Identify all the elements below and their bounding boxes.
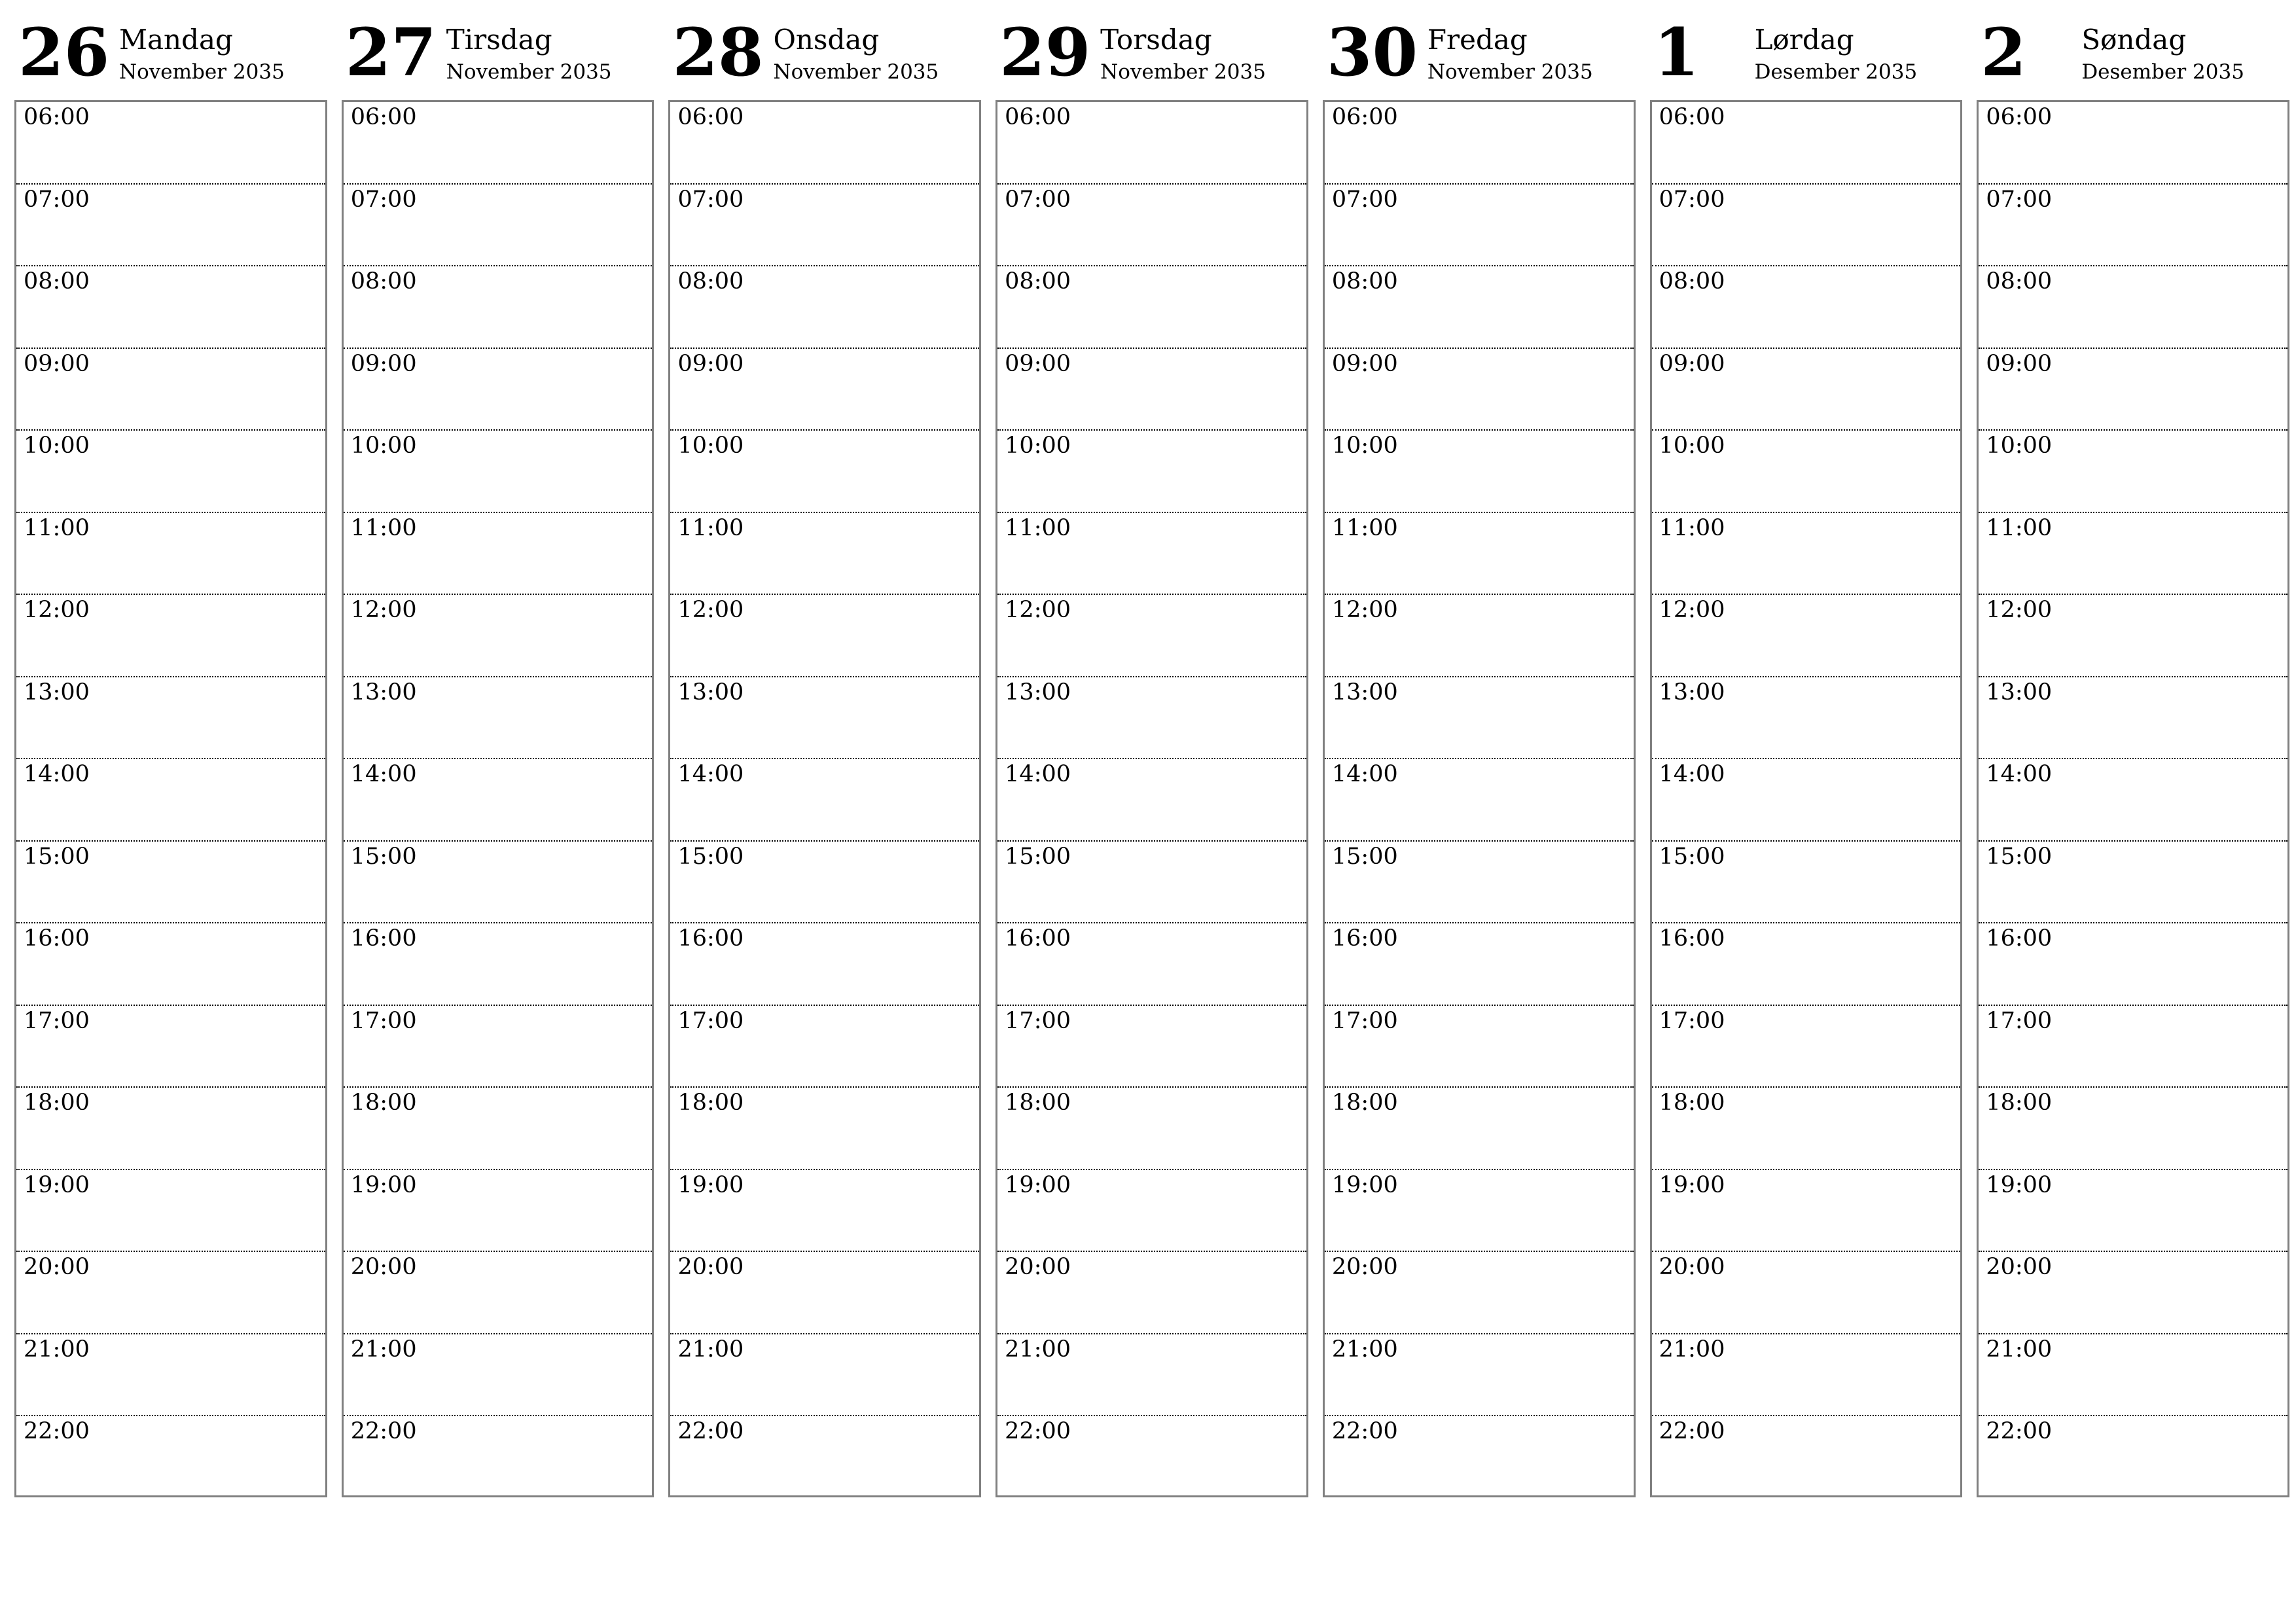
time-label: 12:00	[677, 597, 744, 623]
time-slot[interactable]	[997, 266, 1306, 349]
weekday-name: Onsdag	[773, 24, 880, 56]
time-slot[interactable]	[670, 1088, 979, 1170]
time-slot[interactable]	[16, 1170, 325, 1253]
time-slot[interactable]	[1652, 185, 1961, 267]
time-label: 09:00	[1005, 350, 1071, 377]
time-label: 18:00	[677, 1090, 744, 1116]
time-label: 16:00	[350, 925, 417, 952]
day-schedule	[996, 100, 1308, 1497]
time-slot[interactable]	[344, 677, 653, 760]
time-slot[interactable]	[1325, 595, 1634, 677]
time-slot[interactable]	[16, 513, 325, 596]
time-label: 17:00	[677, 1007, 744, 1034]
time-label: 19:00	[1331, 1171, 1398, 1198]
time-slot[interactable]	[344, 1006, 653, 1088]
time-label: 07:00	[1986, 186, 2053, 213]
time-label: 15:00	[350, 843, 417, 870]
time-slot[interactable]	[1652, 759, 1961, 842]
time-label: 13:00	[1986, 679, 2053, 705]
time-slot[interactable]	[997, 185, 1306, 267]
time-label: 18:00	[1659, 1090, 1725, 1116]
time-slot[interactable]	[1652, 266, 1961, 349]
day-number: 1	[1653, 14, 1700, 91]
time-slot[interactable]	[16, 595, 325, 677]
time-label: 09:00	[1986, 350, 2053, 377]
time-slot[interactable]	[1325, 842, 1634, 924]
time-label: 21:00	[1331, 1336, 1398, 1363]
time-slot[interactable]	[344, 595, 653, 677]
time-label: 22:00	[1005, 1418, 1071, 1444]
time-slot[interactable]	[1652, 1416, 1961, 1495]
time-label: 14:00	[1986, 761, 2053, 787]
weekday-name: Mandag	[119, 24, 233, 56]
day-number: 27	[345, 14, 437, 91]
time-slot[interactable]	[1652, 677, 1961, 760]
time-slot[interactable]	[1325, 513, 1634, 596]
time-slot[interactable]	[1325, 102, 1634, 185]
time-slot[interactable]	[344, 266, 653, 349]
time-label: 10:00	[350, 433, 417, 459]
time-slot[interactable]	[997, 431, 1306, 513]
time-slot[interactable]	[16, 1006, 325, 1088]
time-label: 18:00	[24, 1090, 90, 1116]
day-number: 30	[1326, 14, 1418, 91]
time-slot[interactable]	[670, 759, 979, 842]
time-slot[interactable]	[1325, 266, 1634, 349]
time-slot[interactable]	[997, 102, 1306, 185]
time-slot[interactable]	[1979, 1088, 2287, 1170]
time-label: 22:00	[677, 1418, 744, 1444]
time-slot[interactable]	[1652, 1252, 1961, 1334]
day-column	[668, 13, 981, 1499]
time-slot[interactable]	[16, 266, 325, 349]
time-slot[interactable]	[16, 102, 325, 185]
time-label: 21:00	[24, 1336, 90, 1363]
weekly-planner	[14, 13, 2289, 1499]
time-label: 17:00	[1986, 1007, 2053, 1034]
time-slot[interactable]	[1325, 1170, 1634, 1253]
time-label: 07:00	[1659, 186, 1725, 213]
time-slot[interactable]	[997, 759, 1306, 842]
time-slot[interactable]	[1979, 1170, 2287, 1253]
time-slot[interactable]	[1979, 185, 2287, 267]
time-slot[interactable]	[1979, 102, 2287, 185]
time-slot[interactable]	[997, 842, 1306, 924]
time-slot[interactable]	[1979, 431, 2287, 513]
time-label: 11:00	[350, 514, 417, 541]
time-label: 06:00	[1659, 104, 1725, 130]
time-label: 21:00	[1986, 1336, 2053, 1363]
time-label: 22:00	[1659, 1418, 1725, 1444]
time-label: 10:00	[1005, 433, 1071, 459]
time-label: 08:00	[1005, 268, 1071, 294]
time-label: 16:00	[1331, 925, 1398, 952]
time-label: 19:00	[350, 1171, 417, 1198]
time-slot[interactable]	[670, 349, 979, 431]
time-label: 13:00	[1331, 679, 1398, 705]
time-slot[interactable]	[670, 185, 979, 267]
time-label: 22:00	[350, 1418, 417, 1444]
time-label: 06:00	[1331, 104, 1398, 130]
time-slot[interactable]	[1652, 1170, 1961, 1253]
time-label: 11:00	[677, 514, 744, 541]
time-slot[interactable]	[997, 349, 1306, 431]
time-slot[interactable]	[1325, 1088, 1634, 1170]
time-slot[interactable]	[1652, 431, 1961, 513]
time-label: 12:00	[350, 597, 417, 623]
time-label: 16:00	[24, 925, 90, 952]
day-schedule	[1650, 100, 1963, 1497]
time-label: 17:00	[1659, 1007, 1725, 1034]
day-header	[1323, 13, 1636, 100]
time-label: 15:00	[1331, 843, 1398, 870]
time-slot[interactable]	[670, 842, 979, 924]
time-slot[interactable]	[1325, 677, 1634, 760]
time-label: 06:00	[24, 104, 90, 130]
time-label: 07:00	[1005, 186, 1071, 213]
day-column	[1977, 13, 2289, 1499]
time-slot[interactable]	[344, 1088, 653, 1170]
month-year: Desember 2035	[1754, 60, 1918, 84]
day-number: 29	[999, 14, 1091, 91]
time-slot[interactable]	[1979, 1334, 2287, 1417]
month-year: November 2035	[446, 60, 612, 84]
time-label: 20:00	[1005, 1254, 1071, 1280]
time-label: 15:00	[24, 843, 90, 870]
time-label: 07:00	[677, 186, 744, 213]
time-slot[interactable]	[997, 513, 1306, 596]
time-slot[interactable]	[670, 1252, 979, 1334]
time-label: 09:00	[1659, 350, 1725, 377]
day-header	[342, 13, 655, 100]
time-label: 11:00	[1331, 514, 1398, 541]
time-label: 06:00	[1005, 104, 1071, 130]
time-slot[interactable]	[344, 759, 653, 842]
time-label: 12:00	[1005, 597, 1071, 623]
time-label: 14:00	[1659, 761, 1725, 787]
time-slot[interactable]	[16, 1416, 325, 1495]
time-label: 19:00	[1005, 1171, 1071, 1198]
day-header	[996, 13, 1308, 100]
time-slot[interactable]	[1325, 185, 1634, 267]
time-slot[interactable]	[670, 1006, 979, 1088]
time-label: 20:00	[677, 1254, 744, 1280]
day-number: 28	[672, 14, 764, 91]
weekday-name: Lørdag	[1754, 24, 1854, 56]
time-label: 20:00	[24, 1254, 90, 1280]
weekday-name: Søndag	[2081, 24, 2187, 56]
month-year: November 2035	[119, 60, 285, 84]
time-label: 08:00	[1331, 268, 1398, 294]
time-slot[interactable]	[670, 595, 979, 677]
time-slot[interactable]	[1325, 1252, 1634, 1334]
time-label: 15:00	[1659, 843, 1725, 870]
day-header	[668, 13, 981, 100]
day-number: 2	[1981, 14, 2026, 91]
time-label: 12:00	[1659, 597, 1725, 623]
time-label: 14:00	[1005, 761, 1071, 787]
time-label: 06:00	[1986, 104, 2053, 130]
day-schedule	[1323, 100, 1636, 1497]
day-schedule	[668, 100, 981, 1497]
time-label: 18:00	[1331, 1090, 1398, 1116]
time-slot[interactable]	[1979, 1006, 2287, 1088]
time-slot[interactable]	[16, 923, 325, 1006]
time-label: 14:00	[1331, 761, 1398, 787]
time-slot[interactable]	[16, 677, 325, 760]
time-label: 21:00	[677, 1336, 744, 1363]
time-slot[interactable]	[1325, 1006, 1634, 1088]
time-label: 19:00	[24, 1171, 90, 1198]
time-slot[interactable]	[16, 431, 325, 513]
time-slot[interactable]	[1652, 1006, 1961, 1088]
time-slot[interactable]	[1325, 1416, 1634, 1495]
weekday-name: Fredag	[1427, 24, 1528, 56]
time-slot[interactable]	[16, 1088, 325, 1170]
time-label: 17:00	[24, 1007, 90, 1034]
time-label: 12:00	[24, 597, 90, 623]
time-label: 13:00	[1659, 679, 1725, 705]
time-slot[interactable]	[1652, 842, 1961, 924]
time-slot[interactable]	[1325, 1334, 1634, 1417]
time-slot[interactable]	[16, 349, 325, 431]
time-label: 22:00	[24, 1418, 90, 1444]
time-slot[interactable]	[997, 1252, 1306, 1334]
time-label: 13:00	[24, 679, 90, 705]
time-slot[interactable]	[344, 1416, 653, 1495]
time-slot[interactable]	[670, 923, 979, 1006]
time-slot[interactable]	[1979, 266, 2287, 349]
time-label: 11:00	[1659, 514, 1725, 541]
time-label: 18:00	[1986, 1090, 2053, 1116]
time-label: 09:00	[24, 350, 90, 377]
time-slot[interactable]	[997, 677, 1306, 760]
time-slot[interactable]	[344, 1334, 653, 1417]
time-slot[interactable]	[670, 677, 979, 760]
time-label: 15:00	[1986, 843, 2053, 870]
time-label: 15:00	[677, 843, 744, 870]
time-label: 21:00	[1659, 1336, 1725, 1363]
time-slot[interactable]	[1652, 513, 1961, 596]
time-slot[interactable]	[344, 513, 653, 596]
time-slot[interactable]	[16, 1334, 325, 1417]
time-slot[interactable]	[997, 1006, 1306, 1088]
time-label: 16:00	[1986, 925, 2053, 952]
time-label: 19:00	[1986, 1171, 2053, 1198]
day-number: 26	[18, 14, 110, 91]
time-label: 20:00	[1331, 1254, 1398, 1280]
day-header	[1977, 13, 2289, 100]
time-slot[interactable]	[1652, 102, 1961, 185]
time-slot[interactable]	[670, 1416, 979, 1495]
time-label: 08:00	[1986, 268, 2053, 294]
time-slot[interactable]	[344, 1252, 653, 1334]
time-label: 14:00	[677, 761, 744, 787]
time-slot[interactable]	[1979, 677, 2287, 760]
day-schedule	[14, 100, 327, 1497]
time-label: 16:00	[677, 925, 744, 952]
time-slot[interactable]	[997, 923, 1306, 1006]
time-slot[interactable]	[344, 102, 653, 185]
time-slot[interactable]	[670, 431, 979, 513]
time-slot[interactable]	[997, 1170, 1306, 1253]
time-label: 09:00	[677, 350, 744, 377]
time-slot[interactable]	[670, 513, 979, 596]
time-label: 06:00	[677, 104, 744, 130]
time-slot[interactable]	[344, 842, 653, 924]
day-schedule	[1977, 100, 2289, 1497]
time-label: 12:00	[1986, 597, 2053, 623]
time-label: 11:00	[1986, 514, 2053, 541]
day-column	[14, 13, 327, 1499]
time-slot[interactable]	[997, 1334, 1306, 1417]
time-label: 19:00	[1659, 1171, 1725, 1198]
time-label: 09:00	[1331, 350, 1398, 377]
time-label: 20:00	[350, 1254, 417, 1280]
time-label: 07:00	[24, 186, 90, 213]
time-label: 09:00	[350, 350, 417, 377]
time-label: 07:00	[1331, 186, 1398, 213]
time-label: 20:00	[1986, 1254, 2053, 1280]
time-slot[interactable]	[1979, 923, 2287, 1006]
time-label: 16:00	[1659, 925, 1725, 952]
time-slot[interactable]	[997, 1416, 1306, 1495]
day-column	[1650, 13, 1963, 1499]
day-header	[14, 13, 327, 100]
time-label: 13:00	[677, 679, 744, 705]
time-slot[interactable]	[1325, 349, 1634, 431]
time-slot[interactable]	[1652, 595, 1961, 677]
time-slot[interactable]	[1652, 923, 1961, 1006]
time-slot[interactable]	[1325, 923, 1634, 1006]
time-slot[interactable]	[997, 595, 1306, 677]
time-label: 21:00	[350, 1336, 417, 1363]
time-label: 13:00	[1005, 679, 1071, 705]
time-slot[interactable]	[16, 1252, 325, 1334]
time-slot[interactable]	[16, 842, 325, 924]
time-label: 16:00	[1005, 925, 1071, 952]
time-slot[interactable]	[670, 266, 979, 349]
time-slot[interactable]	[1652, 349, 1961, 431]
month-year: Desember 2035	[2081, 60, 2244, 84]
time-slot[interactable]	[344, 923, 653, 1006]
time-slot[interactable]	[1979, 513, 2287, 596]
time-slot[interactable]	[997, 1088, 1306, 1170]
time-label: 21:00	[1005, 1336, 1071, 1363]
weekday-name: Tirsdag	[446, 24, 552, 56]
time-label: 14:00	[24, 761, 90, 787]
time-slot[interactable]	[16, 185, 325, 267]
day-column	[1323, 13, 1636, 1499]
time-label: 22:00	[1331, 1418, 1398, 1444]
time-slot[interactable]	[1979, 1416, 2287, 1495]
time-label: 12:00	[1331, 597, 1398, 623]
time-label: 17:00	[1331, 1007, 1398, 1034]
time-label: 15:00	[1005, 843, 1071, 870]
time-slot[interactable]	[16, 759, 325, 842]
time-label: 08:00	[677, 268, 744, 294]
time-slot[interactable]	[344, 349, 653, 431]
day-header	[1650, 13, 1963, 100]
time-slot[interactable]	[670, 1334, 979, 1417]
time-label: 14:00	[350, 761, 417, 787]
time-label: 11:00	[24, 514, 90, 541]
time-slot[interactable]	[1979, 1252, 2287, 1334]
time-label: 10:00	[1986, 433, 2053, 459]
time-slot[interactable]	[1979, 842, 2287, 924]
time-slot[interactable]	[670, 1170, 979, 1253]
time-slot[interactable]	[1325, 431, 1634, 513]
weekday-name: Torsdag	[1100, 24, 1212, 56]
time-slot[interactable]	[670, 102, 979, 185]
time-label: 18:00	[1005, 1090, 1071, 1116]
day-column	[996, 13, 1308, 1499]
time-label: 08:00	[24, 268, 90, 294]
time-slot[interactable]	[1979, 759, 2287, 842]
time-label: 18:00	[350, 1090, 417, 1116]
time-label: 11:00	[1005, 514, 1071, 541]
time-slot[interactable]	[344, 1170, 653, 1253]
day-schedule	[342, 100, 655, 1497]
time-label: 08:00	[350, 268, 417, 294]
month-year: November 2035	[773, 60, 939, 84]
time-label: 17:00	[350, 1007, 417, 1034]
time-slot[interactable]	[344, 185, 653, 267]
time-slot[interactable]	[1652, 1334, 1961, 1417]
time-label: 10:00	[1659, 433, 1725, 459]
time-label: 06:00	[350, 104, 417, 130]
time-label: 20:00	[1659, 1254, 1725, 1280]
time-label: 17:00	[1005, 1007, 1071, 1034]
time-slot[interactable]	[1325, 759, 1634, 842]
time-label: 19:00	[677, 1171, 744, 1198]
time-slot[interactable]	[344, 431, 653, 513]
time-label: 13:00	[350, 679, 417, 705]
time-label: 10:00	[24, 433, 90, 459]
time-slot[interactable]	[1979, 349, 2287, 431]
month-year: November 2035	[1427, 60, 1593, 84]
time-label: 10:00	[677, 433, 744, 459]
time-label: 10:00	[1331, 433, 1398, 459]
time-slot[interactable]	[1652, 1088, 1961, 1170]
time-label: 08:00	[1659, 268, 1725, 294]
time-label: 22:00	[1986, 1418, 2053, 1444]
month-year: November 2035	[1100, 60, 1266, 84]
day-column	[342, 13, 655, 1499]
time-slot[interactable]	[1979, 595, 2287, 677]
time-label: 07:00	[350, 186, 417, 213]
